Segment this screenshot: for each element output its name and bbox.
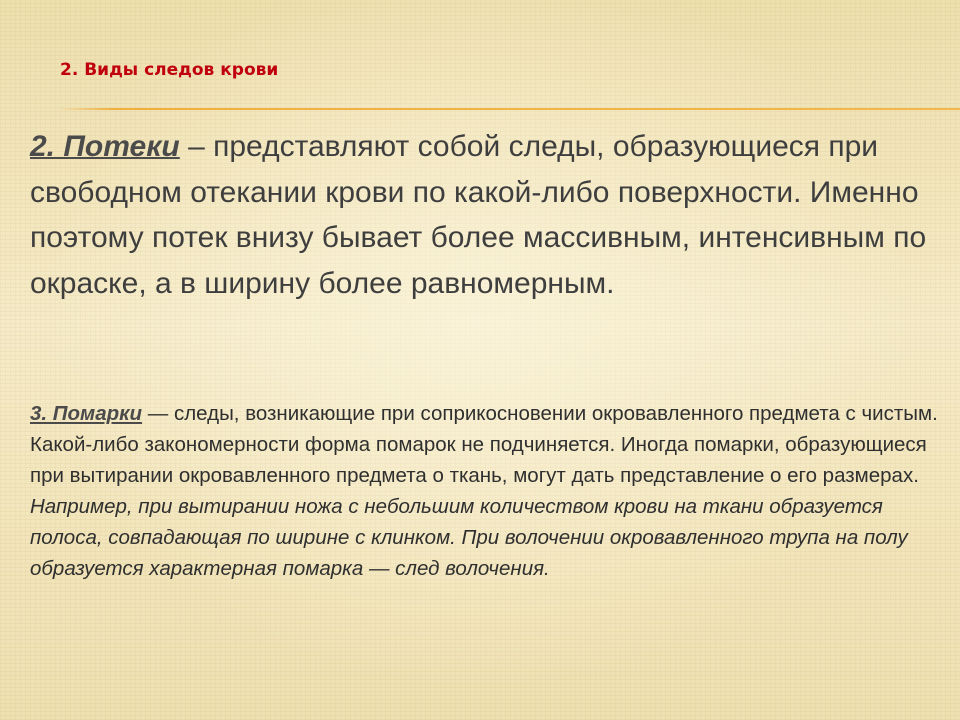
paragraph-smears: [30, 398, 950, 584]
paragraph-streaks: [30, 124, 950, 306]
term-streaks: 2. Потеки: [30, 130, 180, 163]
paragraph-smears-text: — следы, возникающие при соприкосновении окровавленного предмета с чистым. Какой-либо закономерности форма помарок не подчиняется. Иногда помарки, образующиеся при вытирании окровавленного предмета о ткань, могут дать представление о его размерах.: [30, 402, 938, 487]
paragraph-smears-example: Например, при вытирании ножа с небольшим количеством крови на ткани образуется полоса, совпадающая по ширине с клинком. При волочении окровавленного трупа на полу образуется характерная помарка — след волочения.: [30, 495, 908, 580]
paragraph-streaks-text: – представляют собой следы, образующиеся при свободном отекании крови по какой-либо поверхности. Именно поэтому потек внизу бывает более массивным, интенсивным по окраске, а в ширину более равномерным.: [30, 130, 927, 300]
term-smears: 3. Помарки: [30, 402, 143, 425]
title-divider: [58, 108, 960, 110]
slide-title: 2. Виды следов крови: [60, 60, 279, 80]
